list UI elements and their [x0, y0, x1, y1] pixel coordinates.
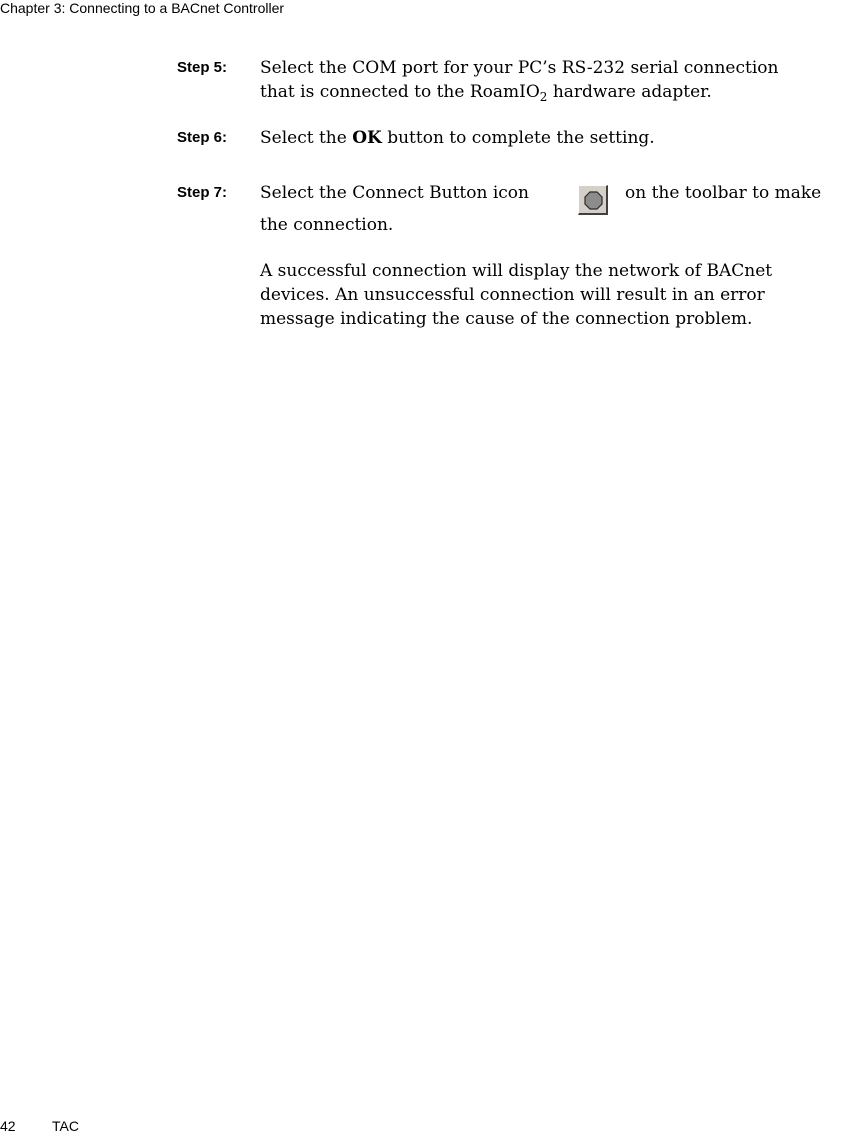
- step-5-line-2: [260, 80, 842, 104]
- step-6-label: Step 6:: [177, 129, 228, 146]
- running-header: Chapter 3: Connecting to a BACnet Controller: [0, 0, 285, 16]
- note-line-2: devices. An unsuccessful connection will result in an error: [260, 285, 765, 305]
- footer-company: TAC: [52, 1118, 79, 1134]
- ok-term: OK: [352, 128, 382, 148]
- step-5-line-2-start: that is connected to the RoamIO: [260, 82, 540, 102]
- connect-button-icon: [578, 185, 608, 215]
- connection-result-note: [260, 259, 842, 331]
- step-5-line-2-end: hardware adapter.: [547, 82, 712, 102]
- step-5-line-1: Select the COM port for your PC’s RS-232 serial connection: [260, 58, 779, 78]
- step-5-label: Step 5:: [177, 59, 228, 76]
- step-7-line-2: the connection.: [260, 215, 394, 235]
- step-7-label: Step 7:: [177, 184, 228, 201]
- step-6-text-end: button to complete the setting.: [381, 128, 655, 148]
- roamio-subscript: 2: [539, 90, 548, 104]
- note-line-1: A successful connection will display the network of BACnet: [260, 261, 773, 281]
- step-7-line-1-end: on the toolbar to make: [625, 183, 822, 203]
- page-number: 42: [0, 1118, 16, 1134]
- step-6-text-start: Select the: [260, 128, 353, 148]
- octagon-icon: [584, 191, 603, 210]
- note-line-3: message indicating the cause of the connection problem.: [260, 309, 753, 329]
- step-5-text: [260, 56, 842, 104]
- step-6-text: [260, 126, 842, 150]
- step-7-line-1-start: Select the Connect Button icon: [260, 183, 529, 203]
